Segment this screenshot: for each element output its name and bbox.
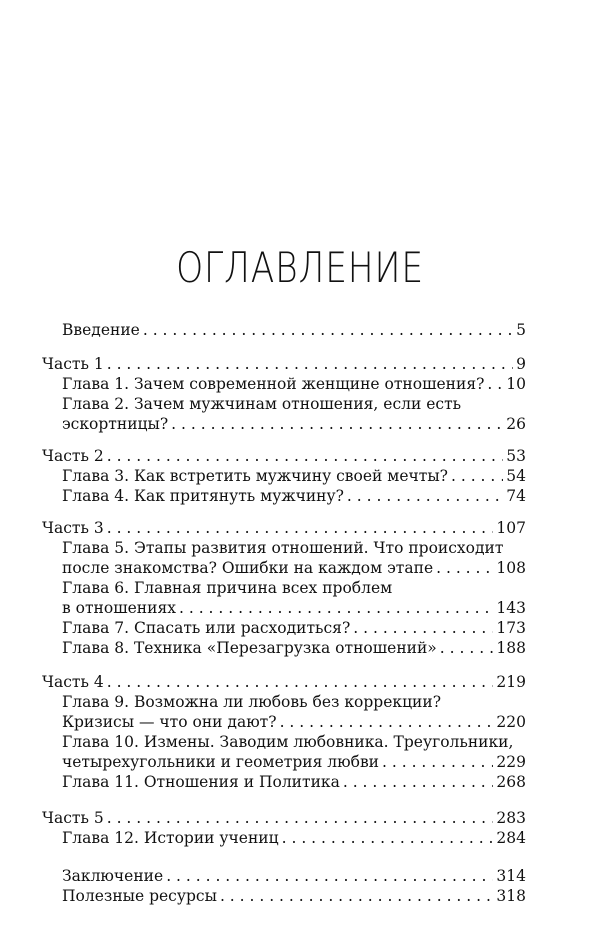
toc-label: Заключение: [62, 867, 164, 885]
toc-page: 143: [496, 599, 526, 617]
leader-dots: [487, 374, 503, 394]
leader-dots: [171, 414, 503, 434]
toc-label: Глава 11. Отношения и Политика: [62, 773, 340, 791]
toc-entry-ch11[interactable]: [62, 772, 526, 792]
toc-label: Глава 12. Истории учениц: [62, 829, 279, 847]
toc-label: Глава 1. Зачем современной женщине отношения?: [62, 375, 485, 393]
toc-page: 284: [496, 829, 526, 847]
toc-label: Часть 4: [42, 673, 104, 691]
toc-entry-intro[interactable]: [62, 320, 526, 340]
toc-entry-resources[interactable]: [62, 886, 526, 906]
toc-entry-part4[interactable]: [42, 672, 526, 692]
toc-entry-ch3[interactable]: [62, 466, 526, 486]
toc-entry-ch6[interactable]: [62, 598, 526, 618]
toc-entry-ch9[interactable]: [62, 712, 526, 732]
toc-entry-ch5-line1[interactable]: Глава 5. Этапы развития отношений. Что происходит: [62, 539, 504, 557]
toc-entry-ch7[interactable]: [62, 618, 526, 638]
toc-label: Глава 8. Техника «Перезагрузка отношений»: [62, 639, 437, 657]
leader-dots: [282, 828, 494, 848]
toc-entry-ch2[interactable]: [62, 414, 526, 434]
leader-dots: [166, 866, 493, 886]
leader-dots: [347, 486, 503, 506]
leader-dots: [440, 638, 494, 658]
toc-page: 9: [516, 355, 526, 373]
toc-page: 188: [496, 639, 526, 657]
toc-page: 219: [496, 673, 526, 691]
toc-page: 283: [496, 809, 526, 827]
toc-page: 173: [496, 619, 526, 637]
leader-dots: [107, 446, 504, 466]
leader-dots: [107, 354, 513, 374]
page-title: ОГЛАВЛЕНИЕ: [176, 243, 424, 292]
toc-entry-ch10-line1[interactable]: Глава 10. Измены. Заводим любовника. Треугольники,: [62, 733, 514, 751]
leader-dots: [382, 752, 493, 772]
leader-dots: [107, 808, 494, 828]
toc-label: Полезные ресурсы: [62, 887, 217, 905]
toc-page: 74: [506, 487, 526, 505]
toc-entry-ch10[interactable]: [62, 752, 526, 772]
toc-page: 5: [516, 321, 526, 339]
leader-dots: [107, 672, 494, 692]
toc-label: Часть 3: [42, 519, 104, 537]
toc-label: в отношениях: [62, 599, 176, 617]
toc-entry-part3[interactable]: [42, 518, 526, 538]
toc-entry-ch12[interactable]: [62, 828, 526, 848]
toc-page: 220: [496, 713, 526, 731]
toc-page: 318: [496, 887, 526, 905]
toc-entry-ch1[interactable]: [62, 374, 526, 394]
leader-dots: [436, 558, 493, 578]
leader-dots: [353, 618, 493, 638]
toc-label: после знакомства? Ошибки на каждом этапе: [62, 559, 434, 577]
toc-label: Часть 5: [42, 809, 104, 827]
toc-page: 26: [506, 415, 526, 433]
toc-label: Глава 7. Спасать или расходиться?: [62, 619, 351, 637]
toc-entry-ch9-line1[interactable]: Глава 9. Возможна ли любовь без коррекции?: [62, 693, 442, 711]
toc-label: Глава 3. Как встретить мужчину своей мечты?: [62, 467, 448, 485]
toc-label: Глава 4. Как притянуть мужчину?: [62, 487, 344, 505]
toc-page: 53: [506, 447, 526, 465]
leader-dots: [220, 886, 493, 906]
toc-label: эскортницы?: [62, 415, 169, 433]
toc-page: 268: [496, 773, 526, 791]
leader-dots: [179, 598, 493, 618]
toc-entry-ch6-line1[interactable]: Глава 6. Главная причина всех проблем: [62, 579, 393, 597]
toc-entry-ch5[interactable]: [62, 558, 526, 578]
toc-entry-ch2-line1[interactable]: Глава 2. Зачем мужчинам отношения, если есть: [62, 395, 462, 413]
toc-page: 54: [506, 467, 526, 485]
toc-page: 10: [506, 375, 526, 393]
toc-label: Часть 1: [42, 355, 104, 373]
toc-page: 314: [496, 867, 526, 885]
leader-dots: [107, 518, 494, 538]
leader-dots: [343, 772, 494, 792]
toc-entry-part5[interactable]: [42, 808, 526, 828]
leader-dots: [280, 712, 494, 732]
toc-page: 229: [496, 753, 526, 771]
toc-entry-ch8[interactable]: [62, 638, 526, 658]
toc-entry-outro[interactable]: [62, 866, 526, 886]
toc-entry-part1[interactable]: [42, 354, 526, 374]
leader-dots: [451, 466, 503, 486]
toc-page: 107: [496, 519, 526, 537]
toc-entry-ch4[interactable]: [62, 486, 526, 506]
toc-entry-part2[interactable]: [42, 446, 526, 466]
toc-label: Введение: [62, 321, 140, 339]
toc-page: 108: [496, 559, 526, 577]
toc-label: четырехугольники и геометрия любви: [62, 753, 380, 771]
toc-label: Кризисы — что они дают?: [62, 713, 277, 731]
toc-label: Часть 2: [42, 447, 104, 465]
leader-dots: [143, 320, 513, 340]
